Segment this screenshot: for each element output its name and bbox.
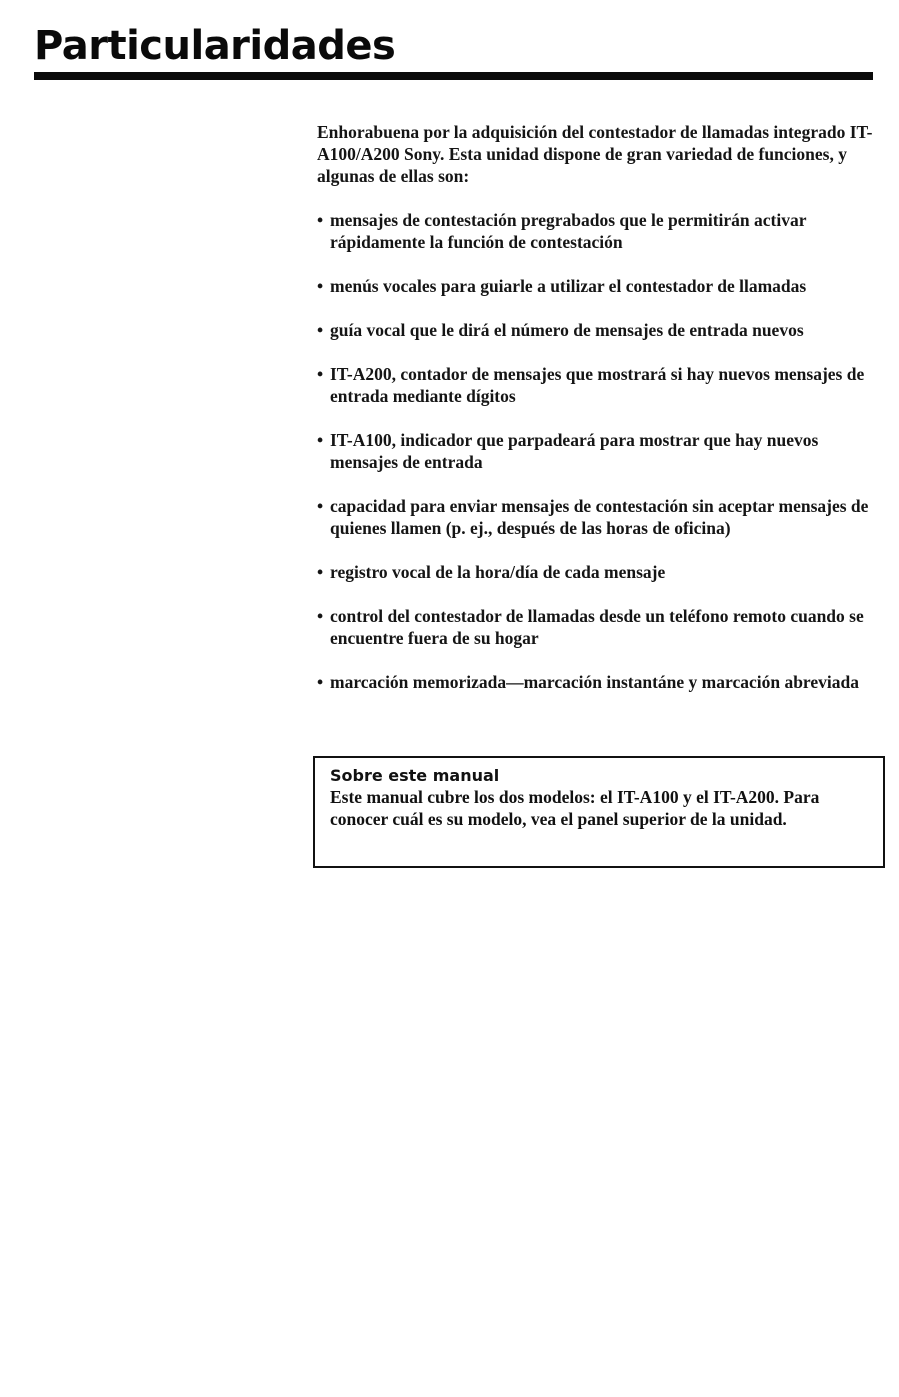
bullet-icon: • xyxy=(317,562,324,582)
bullet-icon: • xyxy=(317,606,324,626)
feature-text: control del contestador de llamadas desde un teléfono remoto cuando se encuentre fuera de su hogar xyxy=(330,606,864,648)
list-item xyxy=(317,275,877,297)
bullet-icon: • xyxy=(317,430,324,450)
list-item xyxy=(317,671,877,693)
note-title: Sobre este manual xyxy=(330,766,500,785)
list-item xyxy=(317,495,877,539)
feature-text: guía vocal que le dirá el número de mensajes de entrada nuevos xyxy=(330,320,804,340)
list-item xyxy=(317,561,877,583)
feature-text: menús vocales para guiarle a utilizar el contestador de llamadas xyxy=(330,276,807,296)
features-list xyxy=(317,209,877,693)
list-item xyxy=(317,605,877,649)
bullet-icon: • xyxy=(317,276,324,296)
feature-text: IT-A200, contador de mensajes que mostrará si hay nuevos mensajes de entrada mediante dígitos xyxy=(330,364,865,406)
main-content xyxy=(317,121,877,715)
feature-text: marcación memorizada—marcación instantáne y marcación abreviada xyxy=(330,672,859,692)
note-body: Este manual cubre los dos modelos: el IT-A100 y el IT-A200. Para conocer cuál es su modelo, vea el panel superior de la unidad. xyxy=(330,787,820,829)
title-rule xyxy=(34,72,873,80)
feature-text: IT-A100, indicador que parpadeará para mostrar que hay nuevos mensajes de entrada xyxy=(330,430,819,472)
list-item xyxy=(317,209,877,253)
feature-text: capacidad para enviar mensajes de contestación sin aceptar mensajes de quienes llamen (p. ej., después de las horas de oficina) xyxy=(330,496,869,538)
feature-text: mensajes de contestación pregrabados que le permitirán activar rápidamente la función de contestación xyxy=(330,210,807,252)
bullet-icon: • xyxy=(317,496,324,516)
list-item xyxy=(317,319,877,341)
feature-text: registro vocal de la hora/día de cada mensaje xyxy=(330,562,666,582)
list-item xyxy=(317,429,877,473)
page-title: Particularidades xyxy=(34,23,396,69)
manual-note-box xyxy=(313,756,885,868)
list-item xyxy=(317,363,877,407)
bullet-icon: • xyxy=(317,320,324,340)
intro-paragraph: Enhorabuena por la adquisición del contestador de llamadas integrado IT-A100/A200 Sony. Esta unidad dispone de gran variedad de funciones, y algunas de ellas son: xyxy=(317,122,873,186)
bullet-icon: • xyxy=(317,364,324,384)
bullet-icon: • xyxy=(317,210,324,230)
bullet-icon: • xyxy=(317,672,324,692)
